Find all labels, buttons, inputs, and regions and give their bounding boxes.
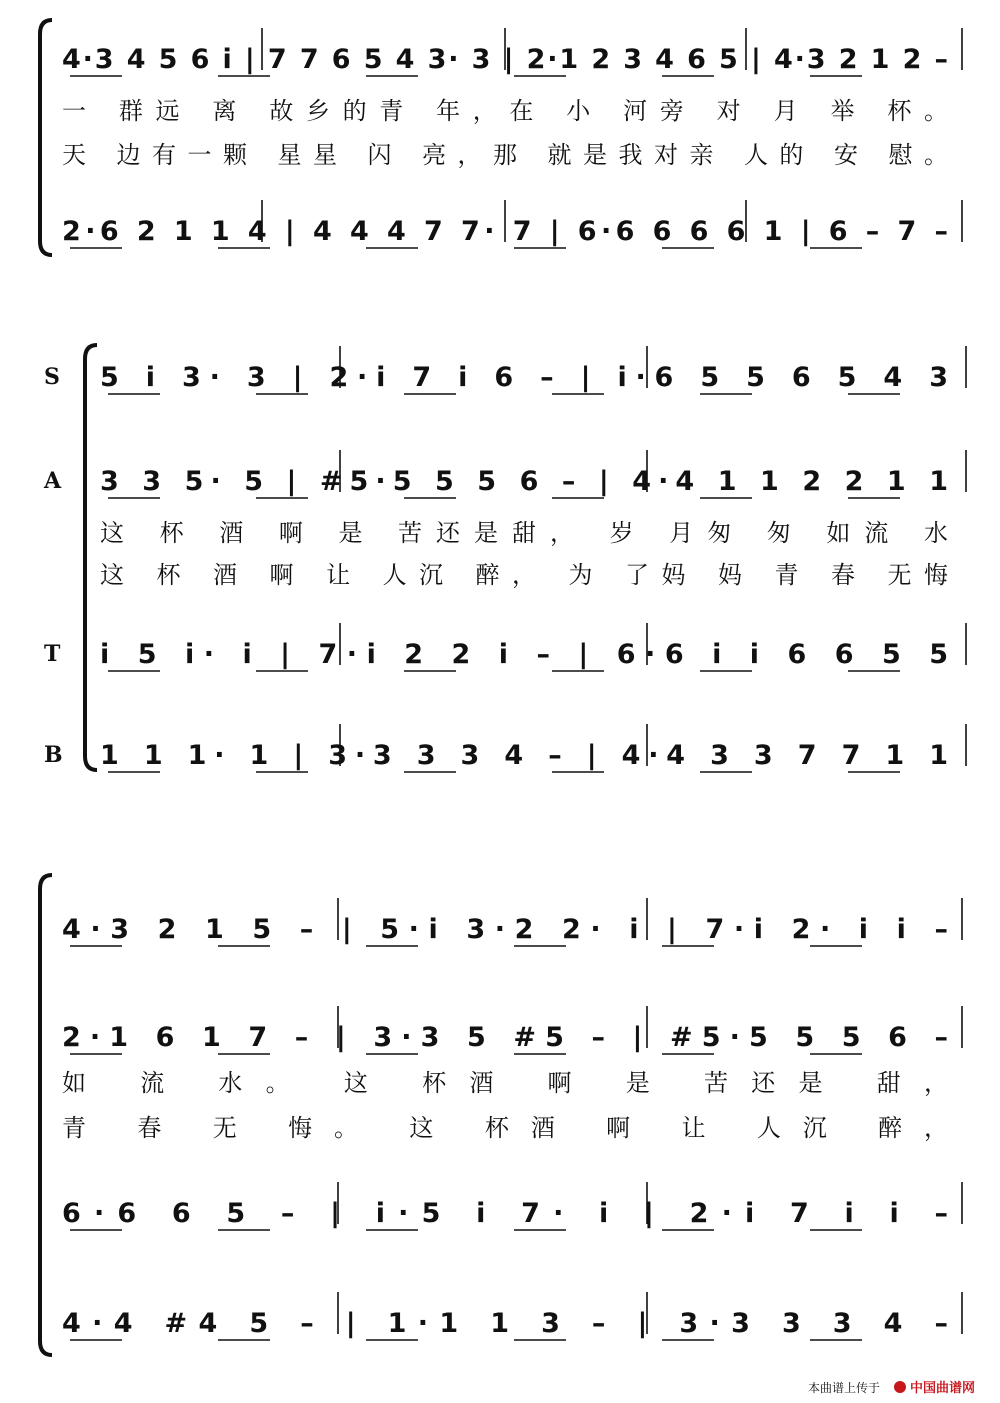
notation-row: 1 1 1· 1 | 3·3 3 3 4 – | 4·4 3 3 7 7 1 1 — [100, 740, 948, 771]
notation-row: 6·6 6 5 – | i·5 i 7· i | 2·i 7 i i – — [62, 1198, 948, 1229]
site-brand[interactable]: 中国曲谱网 — [910, 1381, 976, 1396]
notation-row: 2·6 2 1 1 4 | 4 4 4 7 7· 7 | 6·6 6 6 6 1 | 6 – 7 – — [62, 216, 948, 247]
lyric-row: 一 群远 离 故乡的青 年，在 小 河旁 对 月 举 杯。 — [62, 97, 948, 125]
lyric-row: 这 杯 酒 啊 是 苦还是甜， 岁 月匆 匆 如流 水 — [100, 519, 948, 547]
lyric-row: 天 边有一颗 星星 闪 亮，那 就是我对亲 人的 安 慰。 — [62, 141, 948, 169]
notation-row: 4·4 #4 5 – | 1·1 1 3 – | 3·3 3 3 4 – — [62, 1308, 949, 1339]
voice-label-b: B — [44, 742, 63, 768]
lyric-row: 这 杯 酒 啊 让 人沉 醉， 为 了妈 妈 青 春 无悔 — [100, 561, 948, 589]
site-logo-icon — [894, 1381, 906, 1393]
notation-row: 4·3 2 1 5 – | 5·i 3·2 2· i | 7·i 2· i i – — [62, 914, 949, 945]
voice-label-t: T — [44, 641, 61, 667]
system-bracket — [40, 875, 52, 1355]
notation-row: i 5 i· i | 7·i 2 2 i – | 6·6 i i 6 6 5 5 — [100, 639, 949, 670]
voice-label-s: S — [44, 364, 60, 390]
system-2 — [43, 345, 966, 772]
lyric-row: 如 流 水。 这 杯酒 啊 是 苦还是 甜， — [62, 1069, 948, 1097]
system-bracket — [85, 345, 97, 770]
notation-row: 2·1 6 1 7 – | 3·3 5 #5 – | #5·5 5 5 6 – — [62, 1022, 948, 1053]
upload-credit: 本曲谱上传于 — [808, 1381, 881, 1395]
system-3 — [40, 875, 962, 1355]
voice-label-a: A — [44, 468, 62, 494]
notation-row: 4·3 4 5 6 i | 7 7 6 5 4 3· 3 | 2·1 2 3 4 6 5 | 4·3 2 1 2 – — [62, 44, 948, 75]
notation-row: 3 3 5· 5 | #5·5 5 5 6 – | 4·4 1 1 2 2 1 1 — [100, 466, 948, 497]
system-1 — [40, 20, 962, 255]
lyric-row: 青 春 无 悔。 这 杯酒 啊 让 人沉 醉， — [62, 1114, 949, 1142]
footer — [808, 1380, 975, 1396]
notation-row: 5 i 3· 3 | 2·i 7 i 6 – | i·6 5 5 6 5 4 3 — [100, 362, 948, 393]
system-bracket — [40, 20, 52, 255]
